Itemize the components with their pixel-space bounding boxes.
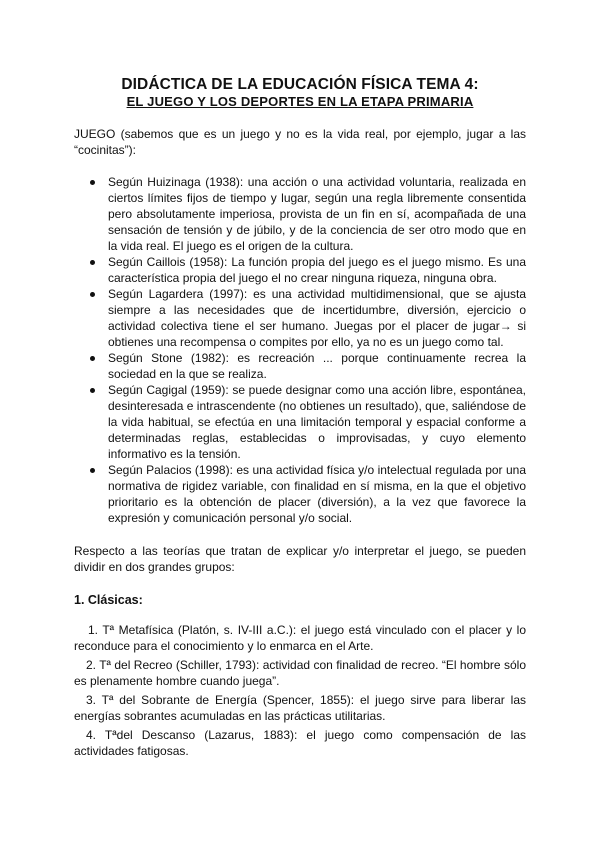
list-item-text: Según Cagigal (1959): se puede designar como una acción libre, espontánea, desinteresada e intrascendente (no obtienes un resultado), que, saliéndose de la vida habitual, se efectúa en una limitación temporal y espacial conforme a determinadas reglas, establecidas o improvisadas, y cuyo elemento informativo es la tensión. bbox=[108, 383, 526, 461]
item-text: Tª del Sobrante de Energía (Spencer, 1855): el juego sirve para liberar las energías sobrantes acumuladas en las prácticas utilitarias. bbox=[74, 693, 526, 723]
bullet-icon bbox=[90, 388, 95, 393]
theories-paragraph: Respecto a las teorías que tratan de explicar y/o interpretar el juego, se pueden dividir en dos grandes grupos: bbox=[74, 544, 526, 574]
bullet-icon bbox=[90, 356, 95, 361]
list-item bbox=[74, 462, 526, 526]
list-item bbox=[74, 350, 526, 382]
item-text: Tª del Recreo (Schiller, 1793): actividad con finalidad de recreo. “El hombre sólo es plenamente hombre cuando juega”. bbox=[74, 658, 526, 688]
item-text: Tªdel Descanso (Lazarus, 1883): el juego como compensación de las actividades fatigosas. bbox=[74, 728, 526, 758]
item-text: Tª Metafísica (Platón, s. IV-III a.C.): el juego está vinculado con el placer y lo reconduce para el conocimiento y lo enmarca en el Arte. bbox=[74, 623, 526, 653]
document-title: DIDÁCTICA DE LA EDUCACIÓN FÍSICA TEMA 4: bbox=[121, 76, 479, 93]
list-item-text: Según Huizinaga (1938): una acción o una actividad voluntaria, realizada en ciertos límites fijos de tiempo y lugar, según una regla libremente consentida pero absolutamente imperiosa, provista de un fin en sí, acompañada de una sensación de tensión y de júbilo, y de la conciencia de ser otro modo que en la vida real. El juego es el origen de la cultura. bbox=[108, 175, 526, 253]
list-item-text: Según Stone (1982): es recreación ... porque continuamente recrea la sociedad en la que se realiza. bbox=[108, 351, 526, 381]
list-item bbox=[74, 286, 526, 350]
item-number: 1. bbox=[88, 623, 99, 637]
item-number: 3. bbox=[86, 693, 97, 707]
list-item bbox=[74, 382, 526, 462]
list-item-text: Según Caillois (1958): La función propia del juego es el juego mismo. Es una característica propia del juego el no crear ninguna riqueza, ninguna obra. bbox=[108, 255, 526, 285]
list-item-text: Según Lagardera (1997): es una actividad multidimensional, que se ajusta siempre a las necesidades que de incertidumbre, diversión, ejercicio o actividad colectiva tiene el ser humano. Juegas por el placer de jugar→ si obtienes una recompensa o compites por ello, ya no es un juego como tal. bbox=[108, 287, 526, 349]
numbered-item bbox=[74, 657, 526, 689]
bullet-icon bbox=[90, 292, 95, 297]
list-item-text: Según Palacios (1998): es una actividad física y/o intelectual regulada por una normativa de rigidez variable, con finalidad en sí misma, en la que el objetivo prioritario es la obtención de placer (diversión), a la vez que favorece la expresión y comunicación personal y/o social. bbox=[108, 463, 526, 525]
bullet-icon bbox=[90, 468, 95, 473]
list-item bbox=[74, 254, 526, 286]
numbered-item bbox=[74, 622, 526, 654]
bullet-icon bbox=[90, 260, 95, 265]
numbered-item bbox=[74, 727, 526, 759]
document-subtitle: EL JUEGO Y LOS DEPORTES EN LA ETAPA PRIMARIA bbox=[126, 94, 474, 109]
numbered-item bbox=[74, 692, 526, 724]
definitions-list bbox=[74, 174, 526, 526]
bullet-icon bbox=[90, 180, 95, 185]
item-number: 4. bbox=[86, 728, 97, 742]
section-heading: 1. Clásicas: bbox=[74, 593, 143, 607]
item-number: 2. bbox=[86, 658, 97, 672]
intro-paragraph: JUEGO (sabemos que es un juego y no es la vida real, por ejemplo, jugar a las “cocinitas”): bbox=[74, 127, 526, 157]
numbered-list bbox=[74, 622, 526, 762]
list-item bbox=[74, 174, 526, 254]
